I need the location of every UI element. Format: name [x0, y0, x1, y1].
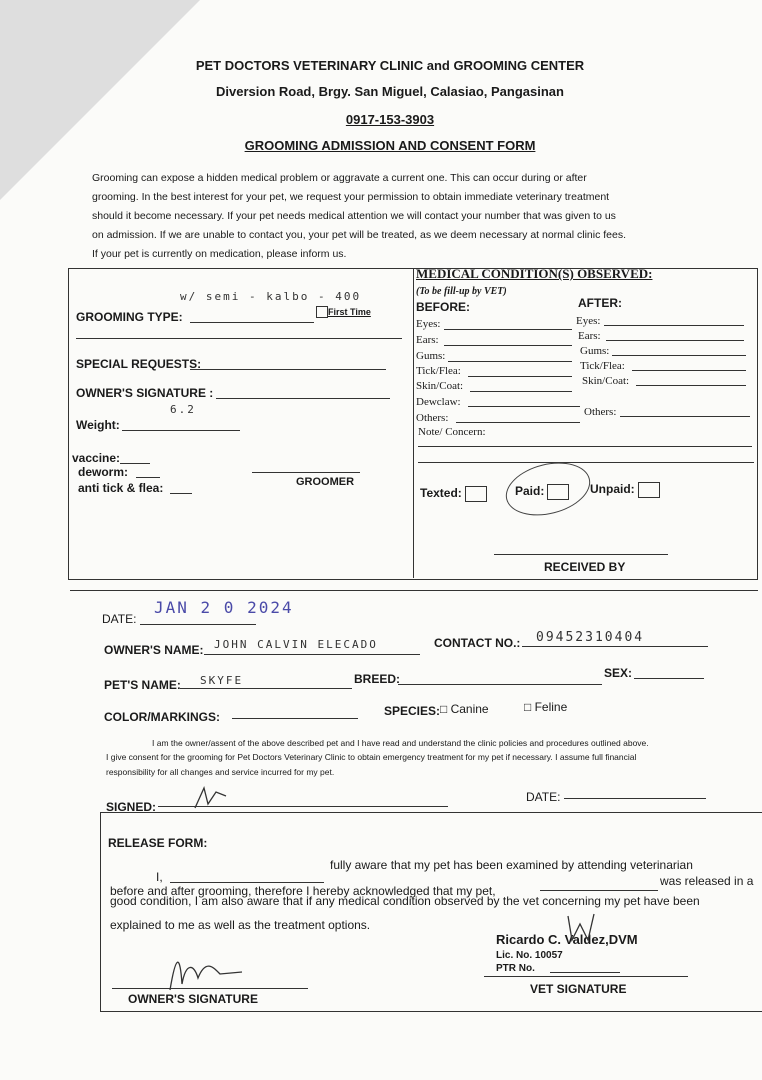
before-item: Skin/Coat:	[416, 380, 464, 392]
panel-divider	[413, 268, 414, 578]
color-line	[232, 718, 358, 719]
before-item: Tick/Flea:	[416, 365, 461, 377]
pet-name-label: PET'S NAME:	[104, 678, 181, 692]
antitick-label: anti tick & flea:	[78, 481, 164, 495]
before-line	[470, 391, 572, 392]
intro-line-5: If your pet is currently on medication, please inform us.	[92, 248, 347, 260]
note-line-1	[418, 446, 752, 447]
owner-name-line	[204, 654, 420, 655]
before-item: Gums:	[416, 350, 446, 362]
before-line	[444, 329, 572, 330]
before-item: Dewclaw:	[416, 396, 461, 408]
consent-line-2: I give consent for the grooming for Pet Doctors Veterinary Clinic to obtain emergency treatment for my pet if necessary. I assume full financial	[106, 752, 637, 762]
paid-label: Paid:	[515, 484, 545, 499]
after-line	[612, 355, 746, 356]
contact-label: CONTACT NO.:	[434, 636, 521, 650]
grooming-type-line-2	[76, 338, 402, 339]
color-label: COLOR/MARKINGS:	[104, 710, 220, 724]
grooming-type-value[interactable]: w/ semi - kalbo - 400	[180, 290, 362, 303]
weight-line	[122, 430, 240, 431]
contact-line	[522, 646, 708, 647]
received-by-label: RECEIVED BY	[544, 560, 626, 574]
received-by-line	[494, 554, 668, 555]
unpaid-field[interactable]	[590, 482, 660, 498]
groomer-label: GROOMER	[296, 476, 355, 488]
after-line	[636, 385, 746, 386]
after-label: AFTER:	[578, 296, 622, 310]
vet-ptr: PTR No.	[496, 963, 535, 974]
pet-name-value[interactable]: SKYFE	[200, 674, 244, 687]
groomer-line	[252, 472, 360, 473]
breed-line	[398, 684, 602, 685]
consent-line-3: responsibility for all changes and service incurred for my pet.	[106, 767, 335, 777]
consent-date-label: DATE:	[526, 790, 561, 804]
first-time-label: First Time	[328, 307, 371, 317]
release-name-line	[170, 882, 324, 883]
canine-option[interactable]: □ Canine	[440, 702, 489, 716]
after-line	[632, 370, 746, 371]
texted-label: Texted:	[420, 486, 462, 501]
before-item: Others:	[416, 412, 449, 424]
vaccine-label: vaccine:	[72, 451, 121, 465]
intro-line-4: on admission. If we are unable to contact you, your pet will be treated, as we deem necessary at normal clinic fees.	[92, 229, 627, 241]
release-text-b: before and after grooming, therefore I hereby acknowledged that my pet,	[110, 884, 496, 898]
unpaid-label: Unpaid:	[590, 482, 635, 497]
deworm-label: deworm:	[78, 465, 129, 479]
before-line	[468, 376, 572, 377]
sex-label: SEX:	[604, 666, 633, 680]
feline-option[interactable]: □ Feline	[524, 700, 568, 714]
after-item: Others:	[584, 406, 617, 418]
owner-signature-label: OWNER'S SIGNATURE :	[76, 386, 214, 400]
clinic-phone: 0917-153-3903	[345, 112, 435, 127]
before-line	[444, 345, 572, 346]
release-title: RELEASE FORM:	[108, 836, 208, 850]
sex-line	[634, 678, 704, 679]
unpaid-checkbox[interactable]	[638, 482, 660, 498]
vet-signature-scribble	[560, 910, 600, 950]
special-requests-label: SPECIAL REQUESTS:	[76, 357, 202, 371]
vet-signature-line	[484, 976, 688, 977]
consent-line-1: I am the owner/assent of the above described pet and I have read and understand the clinic policies and procedures outlined above.	[152, 738, 649, 748]
after-line	[620, 416, 750, 417]
release-text-d: good condition, I am also aware that if any medical condition observed by the vet concerning my pet have been	[110, 894, 700, 908]
before-line	[468, 406, 580, 407]
clinic-address: Diversion Road, Brgy. San Miguel, Calasiao, Pangasinan	[216, 84, 564, 99]
texted-field[interactable]	[420, 486, 487, 502]
signed-label: SIGNED:	[106, 800, 157, 814]
grooming-type-line	[190, 322, 314, 323]
note-label: Note/ Concern:	[418, 426, 486, 438]
contact-value[interactable]: 09452310404	[536, 630, 645, 645]
after-item: Gums:	[580, 345, 610, 357]
release-text-a: fully aware that my pet has been examined by attending veterinarian	[330, 858, 693, 872]
date-label: DATE:	[102, 612, 137, 626]
release-pet-line	[540, 890, 658, 891]
intro-line-1: Grooming can expose a hidden medical problem or aggravate a current one. This can occur during or after	[92, 172, 587, 184]
breed-label: BREED:	[354, 672, 401, 686]
before-line	[448, 361, 572, 362]
owner-name-label: OWNER'S NAME:	[104, 643, 204, 657]
pet-name-line	[180, 688, 352, 689]
weight-value[interactable]: 6.2	[170, 403, 196, 416]
deworm-line	[136, 477, 160, 478]
vet-license: Lic. No. 10057	[496, 950, 563, 961]
antitick-line	[170, 493, 192, 494]
vet-ptr-line	[550, 972, 620, 973]
after-item: Ears:	[578, 330, 601, 342]
vet-name: Ricardo C. Valdez,DVM	[496, 932, 638, 947]
medical-title: MEDICAL CONDITION(S) OBSERVED:	[416, 266, 653, 281]
note-line-2	[418, 462, 754, 463]
release-i: I,	[156, 870, 163, 884]
intro-line-2: grooming. In the best interest for your pet, we request your permission to obtain immediate veterinary treatment	[92, 191, 610, 203]
medical-subtitle: (To be fill-up by VET)	[416, 286, 507, 297]
clinic-name: PET DOCTORS VETERINARY CLINIC and GROOMING CENTER	[195, 58, 585, 73]
form-title: GROOMING ADMISSION AND CONSENT FORM	[244, 138, 536, 153]
texted-checkbox[interactable]	[465, 486, 487, 502]
consent-date-line	[564, 798, 706, 799]
after-item: Tick/Flea:	[580, 360, 625, 372]
owner-release-signature-scribble	[150, 944, 250, 994]
before-label: BEFORE:	[416, 300, 470, 314]
grooming-type-label: GROOMING TYPE:	[76, 310, 183, 324]
before-item: Eyes:	[416, 318, 441, 330]
vet-signature-label: VET SIGNATURE	[530, 982, 627, 996]
folded-corner	[0, 0, 200, 200]
before-line	[456, 422, 580, 423]
intro-line-3: should it become necessary. If your pet needs medical attention we will contact your number that was given to us	[92, 210, 616, 222]
before-item: Ears:	[416, 334, 439, 346]
after-item: Skin/Coat:	[582, 375, 630, 387]
weight-label: Weight:	[76, 418, 120, 432]
owner-signature-line	[216, 398, 390, 399]
release-text-e: explained to me as well as the treatment options.	[110, 918, 371, 932]
owner-signature-scribble	[190, 784, 230, 812]
species-label: SPECIES:	[384, 704, 441, 718]
vaccine-line	[120, 463, 150, 464]
date-line	[140, 624, 256, 625]
owner-release-signature-label: OWNER'S SIGNATURE	[128, 992, 258, 1006]
special-requests-line	[190, 369, 386, 370]
after-item: Eyes:	[576, 315, 601, 327]
release-text-c: was released in a	[660, 874, 754, 888]
after-line	[606, 340, 744, 341]
date-stamp: JAN 2 0 2024	[154, 598, 294, 617]
first-time-checkbox[interactable]	[316, 306, 328, 318]
owner-name-value[interactable]: JOHN CALVIN ELECADO	[214, 638, 378, 651]
section-divider	[70, 590, 758, 591]
after-line	[604, 325, 744, 326]
